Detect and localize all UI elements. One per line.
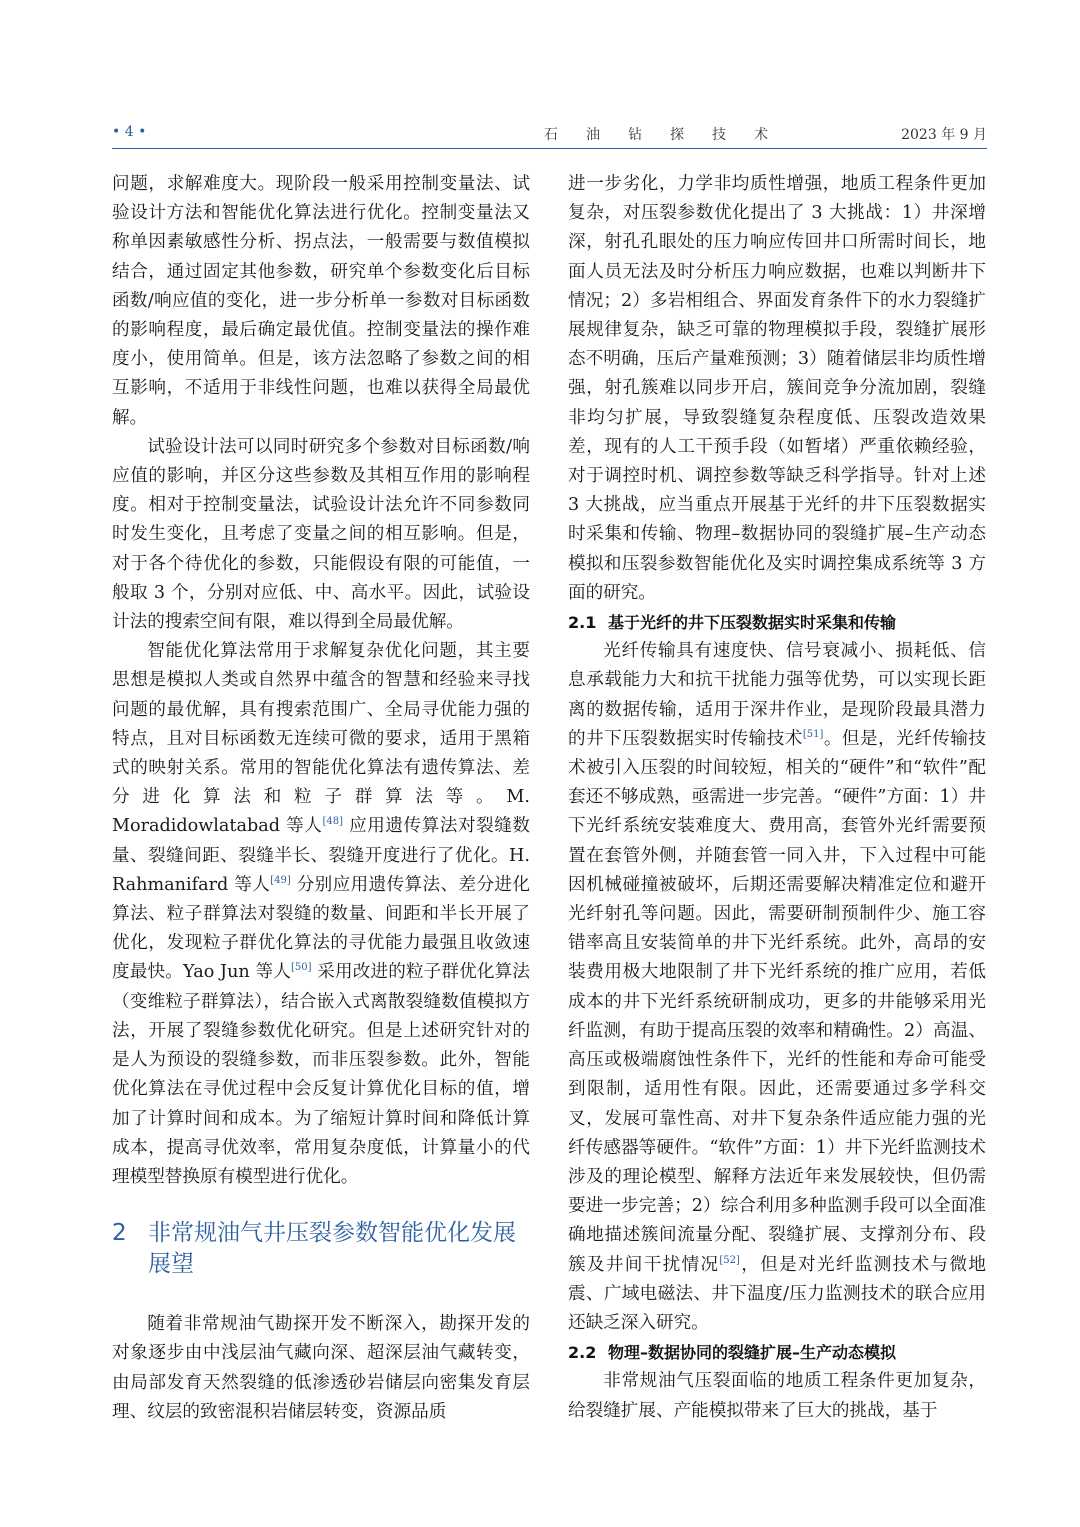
- left-column: [112, 170, 530, 1427]
- text-run: 采用改进的粒子群优化算法（变维粒子群算法），结合嵌入式离散裂缝数值模拟方法，开展了裂缝参数优化研究。但是上述研究针对的是人为预设的裂缝参数，而非压裂参数。此外，智能优化算法在寻优过程中会反复计算优化目标的值，增加了计算时间和成本。为了缩短计算时间和降低计算成本，提高寻优效率，常用复杂度低，计算量小的代理模型替换原有模型进行优化。: [112, 962, 530, 1187]
- text-run: 智能优化算法常用于求解复杂优化问题，其主要思想是模拟人类或自然界中蕴含的智慧和经验来寻找问题的最优解，具有搜索范围广、全局寻优能力强的特点，且对目标函数无连续可微的要求，适用于黑箱式的映射关系。常用的智能优化算法有遗传算法、差分进化算法和粒子群算法等。M. Moradidowlatabad 等人: [112, 641, 530, 837]
- running-header: [112, 122, 987, 149]
- citation-51[interactable]: [51]: [802, 729, 824, 740]
- paragraph: 问题，求解难度大。现阶段一般采用控制变量法、试验设计方法和智能优化算法进行优化。控制变量法又称单因素敏感性分析、拐点法，一般需要与数值模拟结合，通过固定其他参数，研究单个参数变化后目标函数/响应值的变化，进一步分析单一参数对目标函数的影响程度，最后确定最优值。控制变量法的操作难度小，使用简单。但是，该方法忽略了参数之间的相互影响，不适用于非线性问题，也难以获得全局最优解。: [112, 174, 530, 428]
- text-run: ，但是对光纤监测技术与微地震、广域电磁法、井下温度/压力监测技术的联合应用还缺乏深入研究。: [568, 1254, 986, 1333]
- text-run: 光纤传输具有速度快、信号衰减小、损耗低、信息承载能力大和抗干扰能力强等优势，可以实现长距离的数据传输，适用于深井作业，是现阶段最具潜力的井下压裂数据实时传输技术: [568, 641, 986, 749]
- citation-49[interactable]: [49]: [270, 875, 291, 887]
- section-title: 非常规油气井压裂参数智能优化发展展望: [148, 1220, 516, 1278]
- subsection-heading: [568, 608, 986, 637]
- paragraph: 随着非常规油气勘探开发不断深入，勘探开发的对象逐步由中浅层油气藏向深、超深层油气藏转变，由局部发育天然裂缝的低渗透砂岩储层向密集发育层理、纹层的致密混积岩储层转变，资源品质: [112, 1314, 530, 1422]
- text-run: 应用遗传算法对裂缝数量、裂缝间距、裂缝半长、裂缝开度进行了优化。H. Rahmanifard 等人: [112, 816, 531, 895]
- paragraph: 进一步劣化，力学非均质性增强，地质工程条件更加复杂，对压裂参数优化提出了 3 大挑战：1）井深增深，射孔孔眼处的压力响应传回井口所需时间长，地面人员无法及时分析压力响应数据，也难以判断井下情况；2）多岩相组合、界面发育条件下的水力裂缝扩展规律复杂，缺乏可靠的物理模拟手段，裂缝扩展形态不明确，压后产量难预测；3）随着储层非均质性增强，射孔簇难以同步开启，簇间竞争分流加剧，裂缝非均匀扩展，导致裂缝复杂程度低、压裂改造效果差，现有的人工干预手段（如暂堵）严重依赖经验，对于调控时机、调控参数等缺乏科学指导。针对上述 3 大挑战，应当重点开展基于光纤的井下压裂数据实时采集和传输、物理–数据协同的裂缝扩展–生产动态模拟和压裂参数智能优化及实时调控集成系统等 3 方面的研究。: [568, 174, 986, 603]
- subsection-number: 2.1: [568, 613, 597, 633]
- text-run: 分别应用遗传算法、差分进化算法、粒子群算法对裂缝的数量、间距和半长开展了优化，发现粒子群优化算法的寻优能力最强且收敛速度最快。Yao Jun 等人: [112, 874, 530, 983]
- issue-date: 2023 年 9 月: [901, 127, 987, 143]
- text-run: 。但是，光纤传输技术被引入压裂的时间较短，相关的“硬件”和“软件”配套还不够成熟，亟需进一步完善。“硬件”方面：1）井下光纤系统安装难度大、费用高，套管外光纤需要预置在套管外侧，并随套管一同入井，下入过程中可能因机械碰撞被破坏，后期还需要解决精准定位和避开光纤射孔等问题。因此，需要研制预制件少、施工容错率高且安装简单的井下光纤系统。此外，高昂的安装费用极大地限制了井下光纤系统的推广应用，若低成本的井下光纤系统研制成功，更多的井能够采用光纤监测，有助于提高压裂的效率和精确性。2）高温、高压或极端腐蚀性条件下，光纤的性能和寿命可能受到限制，适用性有限。因此，还需要通过多学科交叉，发展可靠性高、对井下复杂条件适应能力强的光纤传感器等硬件。“软件”方面：1）井下光纤监测技术涉及的理论模型、解释方法近年来发展较快，但仍需要进一步完善；2）综合利用多种监测手段可以全面准确地描述簇间流量分配、裂缝扩展、支撑剂分布、段簇及井间干扰情况: [568, 728, 986, 1275]
- citation-50[interactable]: [50]: [290, 962, 312, 974]
- paragraph: [112, 637, 530, 1192]
- citation-48[interactable]: [48]: [322, 816, 343, 828]
- subsection-number: 2.2: [568, 1343, 597, 1363]
- right-column: [568, 170, 986, 1426]
- section-heading: [112, 1218, 530, 1280]
- subsection-title: 物理–数据协同的裂缝扩展–生产动态模拟: [608, 1343, 897, 1363]
- section-number: 2: [112, 1220, 127, 1247]
- paragraph: [568, 637, 986, 1338]
- subsection-heading: [568, 1338, 986, 1367]
- citation-52[interactable]: [52]: [719, 1254, 740, 1266]
- paragraph: 非常规油气压裂面临的地质工程条件更加复杂，给裂缝扩展、产能模拟带来了巨大的挑战，基于: [568, 1371, 986, 1421]
- journal-name: 石油钻探技术: [544, 127, 796, 143]
- paragraph: 试验设计法可以同时研究多个参数对目标函数/响应值的影响，并区分这些参数及其相互作用的影响程度。相对于控制变量法，试验设计法允许不同参数同时发生变化，且考虑了变量之间的相互影响。但是，对于各个待优化的参数，只能假设有限的可能值，一般取 3 个，分别对应低、中、高水平。因此，试验设计法的搜索空间有限，难以得到全局最优解。: [112, 436, 530, 633]
- subsection-title: 基于光纤的井下压裂数据实时采集和传输: [608, 613, 897, 633]
- page-number: • 4 •: [112, 124, 147, 140]
